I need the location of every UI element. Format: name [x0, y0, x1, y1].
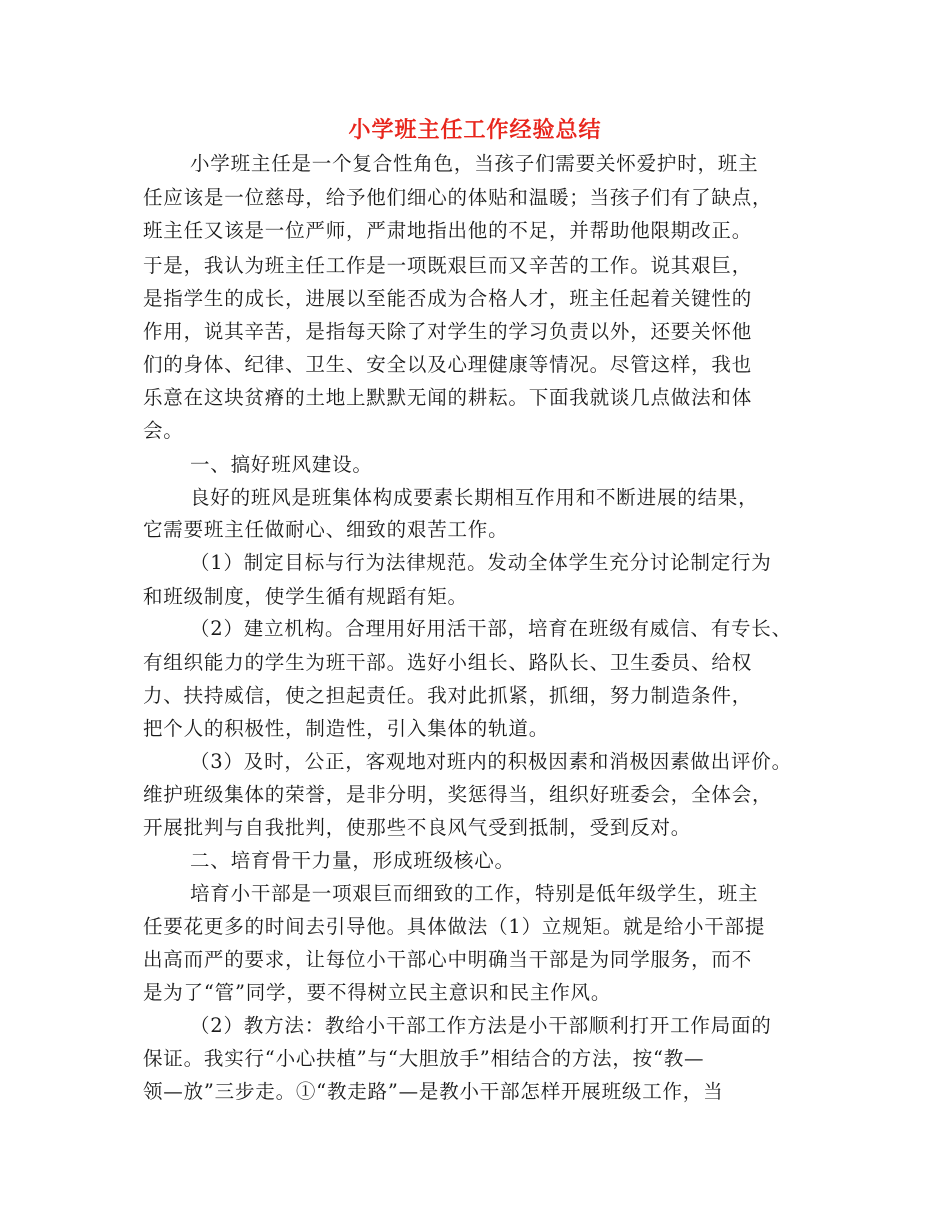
- paragraph-line: 培育小干部是一项艰巨而细致的工作，特别是低年级学生，班主: [190, 882, 759, 905]
- paragraph-line: （2）教方法：教给小干部工作方法是小干部顺利打开工作局面的: [190, 1014, 772, 1037]
- paragraph-line: 和班级制度，使学生循有规蹈有矩。: [143, 585, 468, 608]
- paragraph-line: 于是，我认为班主任工作是一项既艰巨而又辛苦的工作。说其艰巨，: [143, 254, 753, 277]
- paragraph-line: （1）制定目标与行为法律规范。发动全体学生充分讨论制定行为: [190, 551, 772, 574]
- paragraph-line: 二、培育骨干力量，形成班级核心。: [190, 849, 515, 872]
- document-title: 小学班主任工作经验总结: [348, 118, 602, 143]
- paragraph-line: 作用，说其辛苦，是指每天除了对学生的学习负责以外，还要关怀他: [143, 320, 753, 343]
- paragraph-line: 任要花更多的时间去引导他。具体做法（1）立规矩。就是给小干部提: [143, 915, 766, 938]
- paragraph-line: （3）及时，公正，客观地对班内的积极因素和消极因素做出评价。: [190, 750, 792, 773]
- paragraph-line: 是指学生的成长，进展以至能否成为合格人才，班主任起着关键性的: [143, 287, 753, 310]
- paragraph-line: （2）建立机构。合理用好用活干部，培育在班级有威信、有专长、: [190, 617, 792, 640]
- paragraph-line: 开展批判与自我批判，使那些不良风气受到抵制，受到反对。: [143, 816, 692, 839]
- paragraph-line: 小学班主任是一个复合性角色，当孩子们需要关怀爱护时，班主: [190, 152, 759, 175]
- paragraph-line: 领—放”三步走。①“教走路”—是教小干部怎样开展班级工作，当: [143, 1080, 724, 1103]
- paragraph-line: 任应该是一位慈母，给予他们细心的体贴和温暖；当孩子们有了缺点，: [143, 186, 773, 209]
- paragraph-line: 班主任又该是一位严师，严肃地指出他的不足，并帮助他限期改正。: [143, 219, 753, 242]
- paragraph-line: 会。: [143, 419, 184, 442]
- paragraph-line: 把个人的积极性，制造性，引入集体的轨道。: [143, 717, 550, 740]
- paragraph-line: 有组织能力的学生为班干部。选好小组长、路队长、卫生委员、给权: [143, 651, 753, 674]
- paragraph-line: 乐意在这块贫瘠的土地上默默无闻的耕耘。下面我就谈几点做法和体: [143, 386, 753, 409]
- paragraph-line: 维护班级集体的荣誉，是非分明，奖惩得当，组织好班委会，全体会，: [143, 783, 773, 806]
- paragraph-line: 出高而严的要求，让每位小干部心中明确当干部是为同学服务，而不: [143, 948, 753, 971]
- paragraph-line: 力、扶持威信，使之担起责任。我对此抓紧，抓细，努力制造条件，: [143, 684, 753, 707]
- paragraph-line: 是为了“管”同学，要不得树立民主意识和民主作风。: [143, 981, 612, 1004]
- paragraph-line: 一、搞好班风建设。: [190, 453, 373, 476]
- paragraph-line: 保证。我实行“小心扶植”与“大胆放手”相结合的方法，按“教—: [143, 1047, 705, 1070]
- paragraph-line: 们的身体、纪律、卫生、安全以及心理健康等情况。尽管这样，我也: [143, 353, 753, 376]
- paragraph-line: 它需要班主任做耐心、细致的艰苦工作。: [143, 518, 509, 541]
- paragraph-line: 良好的班风是班集体构成要素长期相互作用和不断进展的结果，: [190, 486, 759, 509]
